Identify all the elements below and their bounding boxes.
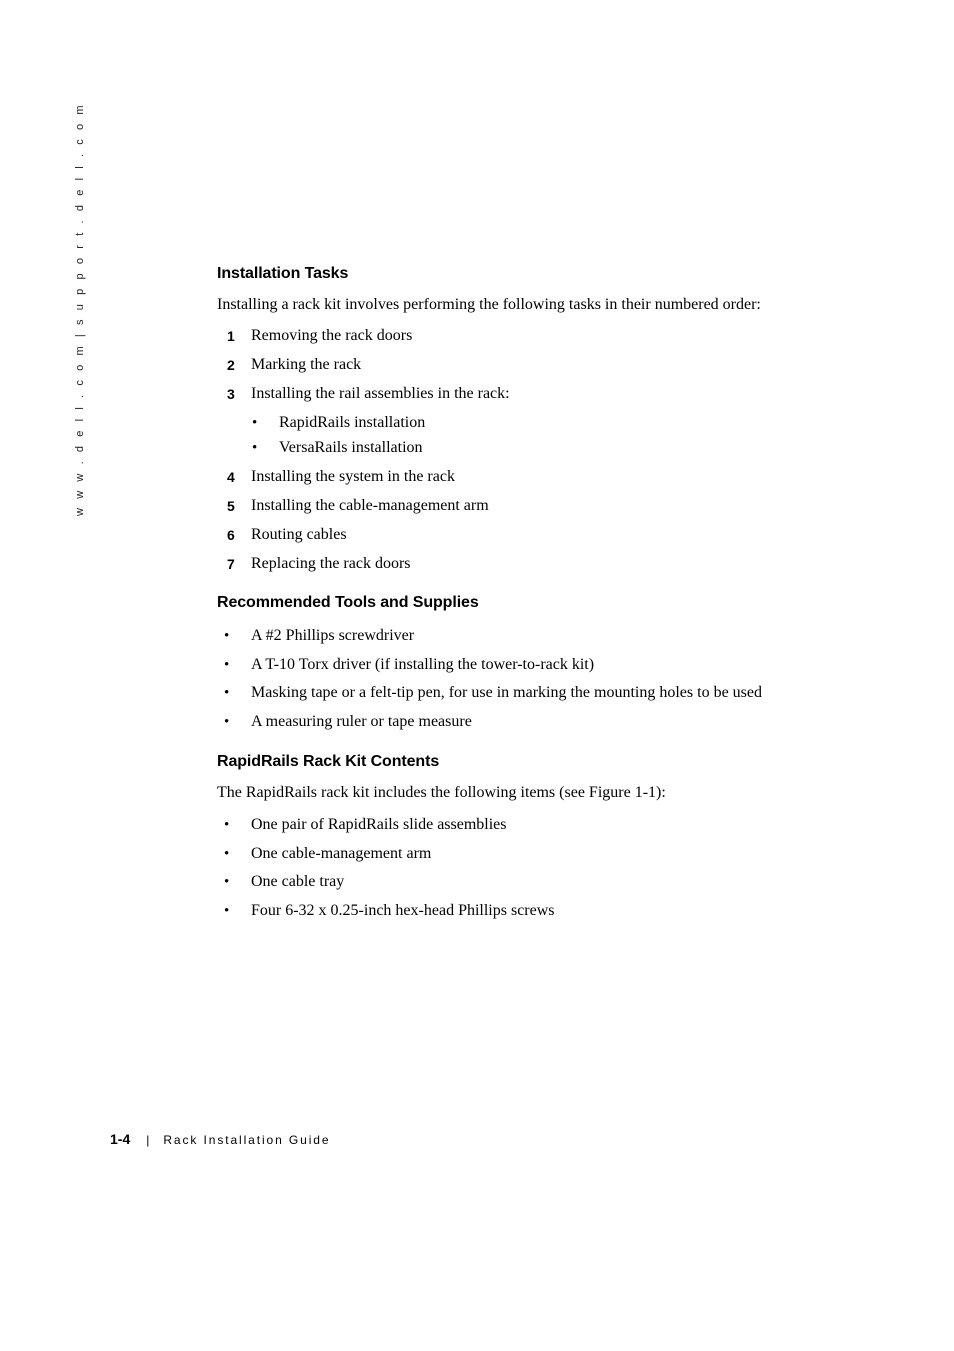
bullet-icon: • xyxy=(224,714,230,730)
kit-contents-heading: RapidRails Rack Kit Contents xyxy=(217,753,440,770)
step-number: 5 xyxy=(227,498,235,514)
bullet-icon: • xyxy=(224,903,230,919)
footer-separator: | xyxy=(146,1133,150,1147)
step-number: 7 xyxy=(227,556,235,572)
bullet-icon: • xyxy=(224,628,230,644)
step-text: Replacing the rack doors xyxy=(251,555,411,572)
bullet-icon: • xyxy=(224,846,230,862)
bullet-icon: • xyxy=(224,657,230,673)
kit-item-text: One pair of RapidRails slide assemblies xyxy=(251,816,507,833)
step-number: 1 xyxy=(227,328,235,344)
kit-item-text: Four 6-32 x 0.25-inch hex-head Phillips screws xyxy=(251,902,555,919)
page-footer xyxy=(110,1129,330,1150)
step-number: 4 xyxy=(227,469,235,485)
sub-item-text: RapidRails installation xyxy=(279,414,426,431)
kit-item-text: One cable-management arm xyxy=(251,845,432,862)
tools-heading: Recommended Tools and Supplies xyxy=(217,594,479,611)
bullet-icon: • xyxy=(224,817,230,833)
step-text: Marking the rack xyxy=(251,356,362,373)
bullet-icon: • xyxy=(252,415,258,431)
tool-item-text: A T-10 Torx driver (if installing the tower-to-rack kit) xyxy=(251,656,595,673)
step-text: Routing cables xyxy=(251,526,347,543)
tool-item-text: A #2 Phillips screwdriver xyxy=(251,627,415,644)
step-text: Installing the cable-management arm xyxy=(251,497,489,514)
step-text: Installing the system in the rack xyxy=(251,468,455,485)
side-url-text: w w w . d e l l . c o m | s u p p o r t . d e l l . c o m xyxy=(74,102,86,516)
bullet-icon: • xyxy=(252,440,258,456)
step-text: Removing the rack doors xyxy=(251,327,413,344)
tool-item-text: A measuring ruler or tape measure xyxy=(251,713,472,730)
bullet-icon: • xyxy=(224,685,230,701)
kit-item-text: One cable tray xyxy=(251,873,345,890)
guide-title: Rack Installation Guide xyxy=(163,1133,331,1147)
sub-item-text: VersaRails installation xyxy=(279,439,423,456)
installation-tasks-intro: Installing a rack kit involves performing the following tasks in their numbered order: xyxy=(217,296,761,313)
kit-contents-intro: The RapidRails rack kit includes the following items (see Figure 1-1): xyxy=(217,784,666,801)
step-number: 6 xyxy=(227,527,235,543)
installation-tasks-heading: Installation Tasks xyxy=(217,265,349,282)
step-number: 2 xyxy=(227,357,235,373)
step-number: 3 xyxy=(227,386,235,402)
page-number: 1-4 xyxy=(110,1131,131,1147)
bullet-icon: • xyxy=(224,874,230,890)
tool-item-text: Masking tape or a felt-tip pen, for use in marking the mounting holes to be used xyxy=(251,684,762,701)
step-text: Installing the rail assemblies in the rack: xyxy=(251,385,510,402)
